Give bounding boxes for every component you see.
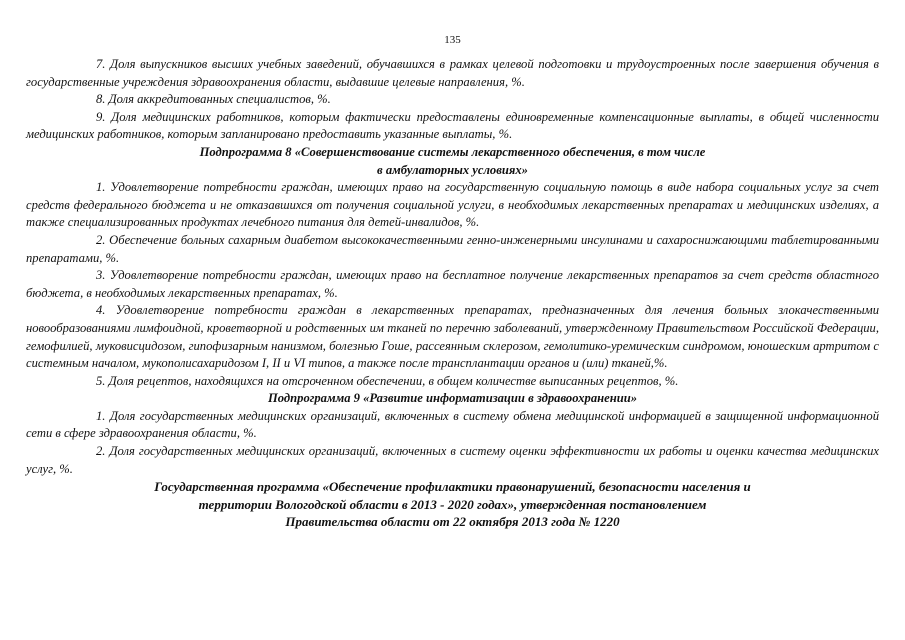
- state-program-heading-line2: территории Вологодской области в 2013 - 2020 годах», утвержденная постановлением: [198, 496, 707, 512]
- state-program-heading-line1: Государственная программа «Обеспечение профилактики правонарушений, безопасности населения и: [154, 479, 751, 495]
- subprogram-8-item-5: 5. Доля рецептов, находящихся на отсроченном обеспечении, в общем количестве выписанных рецептов, %.: [96, 373, 679, 388]
- document-body: [26, 56, 879, 531]
- paragraph-item-8: 8. Доля аккредитованных специалистов, %.: [96, 92, 331, 107]
- state-program-heading-line3: Правительства области от 22 октября 2013 года № 1220: [285, 514, 620, 530]
- subprogram-8-item-3: 3. Удовлетворение потребности граждан, имеющих право на бесплатное получение лекарственных препаратов за счет средств областного бюджета, в необходимых лекарственных препаратах, %.: [26, 268, 879, 300]
- subprogram-9-item-1: 1. Доля государственных медицинских организаций, включенных в систему обмена медицинской информацией в защищенной информационной сети в сфере здравоохранения области, %.: [26, 408, 879, 441]
- paragraph-item-9: 9. Доля медицинских работников, которым фактически предоставлены единовременные компенсационные выплаты, в общей численности медицинских работников, которым запланировано предоставить указанные выплаты, %.: [26, 109, 879, 142]
- subprogram-8-heading-line2: в амбулаторных условиях»: [377, 162, 528, 177]
- subprogram-8-item-1: 1. Удовлетворение потребности граждан, имеющих право на государственную социальную помощь в виде набора социальных услуг за счет средств федерального бюджета и не отказавшихся от получения социальной услуги, в необходимых лекарственных препаратах и медицинских изделиях, а также специализированных продуктах лечебного питания для детей-инвалидов, %.: [26, 180, 879, 230]
- subprogram-9-heading: Подпрограмма 9 «Развитие информатизации в здравоохранении»: [267, 391, 638, 406]
- subprogram-8-heading: [26, 144, 879, 179]
- page-number: 135: [444, 34, 461, 46]
- subprogram-8-item-2: 2. Обеспечение больных сахарным диабетом высококачественными генно-инженерными инсулинами и сахароснижающими таблетированными препаратами, %.: [26, 232, 879, 265]
- subprogram-9-item-2: 2. Доля государственных медицинских организаций, включенных в систему оценки эффективности их работы и оценки качества медицинских услуг, %.: [26, 444, 879, 476]
- subprogram-8-heading-line1: Подпрограмма 8 «Совершенствование системы лекарственного обеспечения, в том числе: [199, 144, 706, 159]
- paragraph-item-7: 7. Доля выпускников высших учебных заведений, обучавшихся в рамках целевой подготовки и трудоустроенных после завершения обучения в государственные учреждения здравоохранения области, выдавшие целевые направления, %.: [26, 57, 879, 89]
- subprogram-8-item-4: 4. Удовлетворение потребности граждан в лекарственных препаратах, предназначенных для лечения больных злокачественными новообразованиями лимфоидной, кроветворной и родственных им тканей по перечню заболеваний, утвержденному Правительством Российской Федерации, гемофилией, муковисцидозом, гипофизарным нанизмом, болезнью Гоше, рассеянным склерозом, гемолитико-уремическим синдромом, юношеским артритом с системным началом, мукополисахаридозом I, II и VI типов, а также после трансплантации органов и (или) тканей,%.: [26, 303, 879, 371]
- state-program-heading: [26, 478, 879, 531]
